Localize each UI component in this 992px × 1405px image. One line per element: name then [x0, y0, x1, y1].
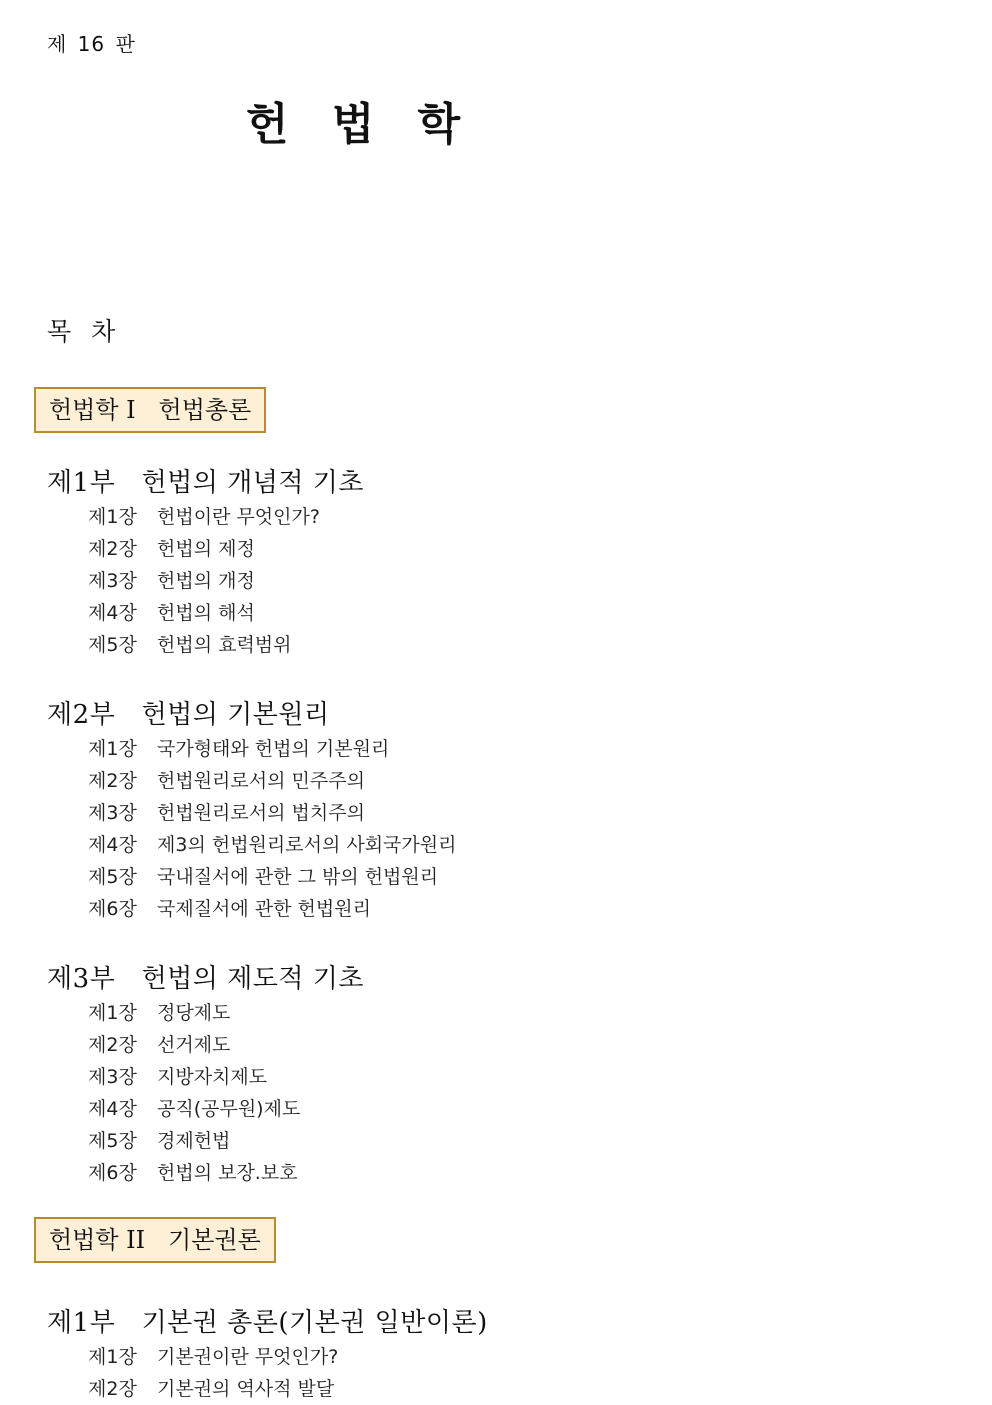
chapter-title: 정당제도: [157, 1002, 231, 1024]
chapter-number: 제6장: [88, 898, 137, 920]
chapter-item: [88, 501, 320, 533]
chapter-item: [88, 565, 320, 597]
edition-label: 제 16 판: [47, 32, 136, 56]
chapter-item: [88, 829, 456, 861]
book-title: 헌 법 학: [246, 99, 475, 150]
chapter-item: [88, 861, 456, 893]
chapter-list: [88, 733, 456, 925]
chapter-title: 헌법의 개정: [157, 570, 255, 592]
chapter-item: [88, 1157, 300, 1189]
chapter-list: [88, 501, 320, 661]
chapter-title: 헌법의 제정: [157, 538, 255, 560]
chapter-item: [88, 765, 456, 797]
chapter-title: 국내질서에 관한 그 밖의 헌법원리: [157, 866, 439, 888]
chapter-number: 제6장: [88, 1162, 137, 1184]
chapter-number: 제2장: [88, 770, 137, 792]
chapter-number: 제5장: [88, 634, 137, 656]
chapter-item: [88, 733, 456, 765]
chapter-number: 제1장: [88, 1002, 137, 1024]
chapter-number: 제5장: [88, 1130, 137, 1152]
chapter-number: 제4장: [88, 1098, 137, 1120]
chapter-title: 기본권의 역사적 발달: [157, 1378, 335, 1400]
chapter-item: [88, 533, 320, 565]
chapter-title: 공직(공무원)제도: [157, 1098, 301, 1120]
chapter-item: [88, 1029, 300, 1061]
chapter-item: [88, 1093, 300, 1125]
chapter-title: 헌법원리로서의 법치주의: [157, 802, 365, 824]
chapter-title: 헌법의 해석: [157, 602, 255, 624]
chapter-title: 선거제도: [157, 1034, 231, 1056]
chapter-title: 헌법의 효력범위: [157, 634, 292, 656]
chapter-title: 국제질서에 관한 헌법원리: [157, 898, 371, 920]
chapter-title: 제3의 헌법원리로서의 사회국가원리: [157, 834, 457, 856]
chapter-number: 제1장: [88, 1346, 137, 1368]
part-heading: 제3부 헌법의 제도적 기초: [47, 964, 365, 994]
chapter-item: [88, 1125, 300, 1157]
chapter-number: 제5장: [88, 866, 137, 888]
chapter-title: 지방자치제도: [157, 1066, 268, 1088]
chapter-title: 국가형태와 헌법의 기본원리: [157, 738, 390, 760]
chapter-title: 헌법이란 무엇인가?: [157, 506, 320, 528]
part-heading: 제1부 헌법의 개념적 기초: [47, 468, 365, 498]
chapter-number: 제2장: [88, 1034, 137, 1056]
chapter-item: [88, 893, 456, 925]
chapter-item: [88, 1341, 338, 1373]
chapter-number: 제4장: [88, 602, 137, 624]
chapter-number: 제4장: [88, 834, 137, 856]
chapter-item: [88, 629, 320, 661]
chapter-item: [88, 997, 300, 1029]
chapter-title: 기본권이란 무엇인가?: [157, 1346, 339, 1368]
chapter-number: 제2장: [88, 538, 137, 560]
book-2-box: 헌법학 II 기본권론: [34, 1217, 276, 1263]
chapter-item: [88, 1061, 300, 1093]
chapter-number: 제3장: [88, 1066, 137, 1088]
chapter-title: 헌법원리로서의 민주주의: [157, 770, 365, 792]
chapter-item: [88, 1373, 338, 1405]
chapter-title: 헌법의 보장.보호: [157, 1162, 298, 1184]
chapter-list: [88, 997, 300, 1189]
chapter-item: [88, 797, 456, 829]
toc-heading: 목 차: [47, 317, 120, 346]
part-heading: 제2부 헌법의 기본원리: [47, 700, 330, 730]
book-1-box: 헌법학 I 헌법총론: [34, 387, 266, 433]
chapter-number: 제3장: [88, 570, 137, 592]
chapter-number: 제1장: [88, 738, 137, 760]
chapter-list: [88, 1341, 338, 1405]
chapter-number: 제2장: [88, 1378, 137, 1400]
chapter-item: [88, 597, 320, 629]
chapter-number: 제1장: [88, 506, 137, 528]
chapter-number: 제3장: [88, 802, 137, 824]
part-heading: 제1부 기본권 총론(기본권 일반이론): [47, 1308, 488, 1338]
chapter-title: 경제헌법: [157, 1130, 231, 1152]
